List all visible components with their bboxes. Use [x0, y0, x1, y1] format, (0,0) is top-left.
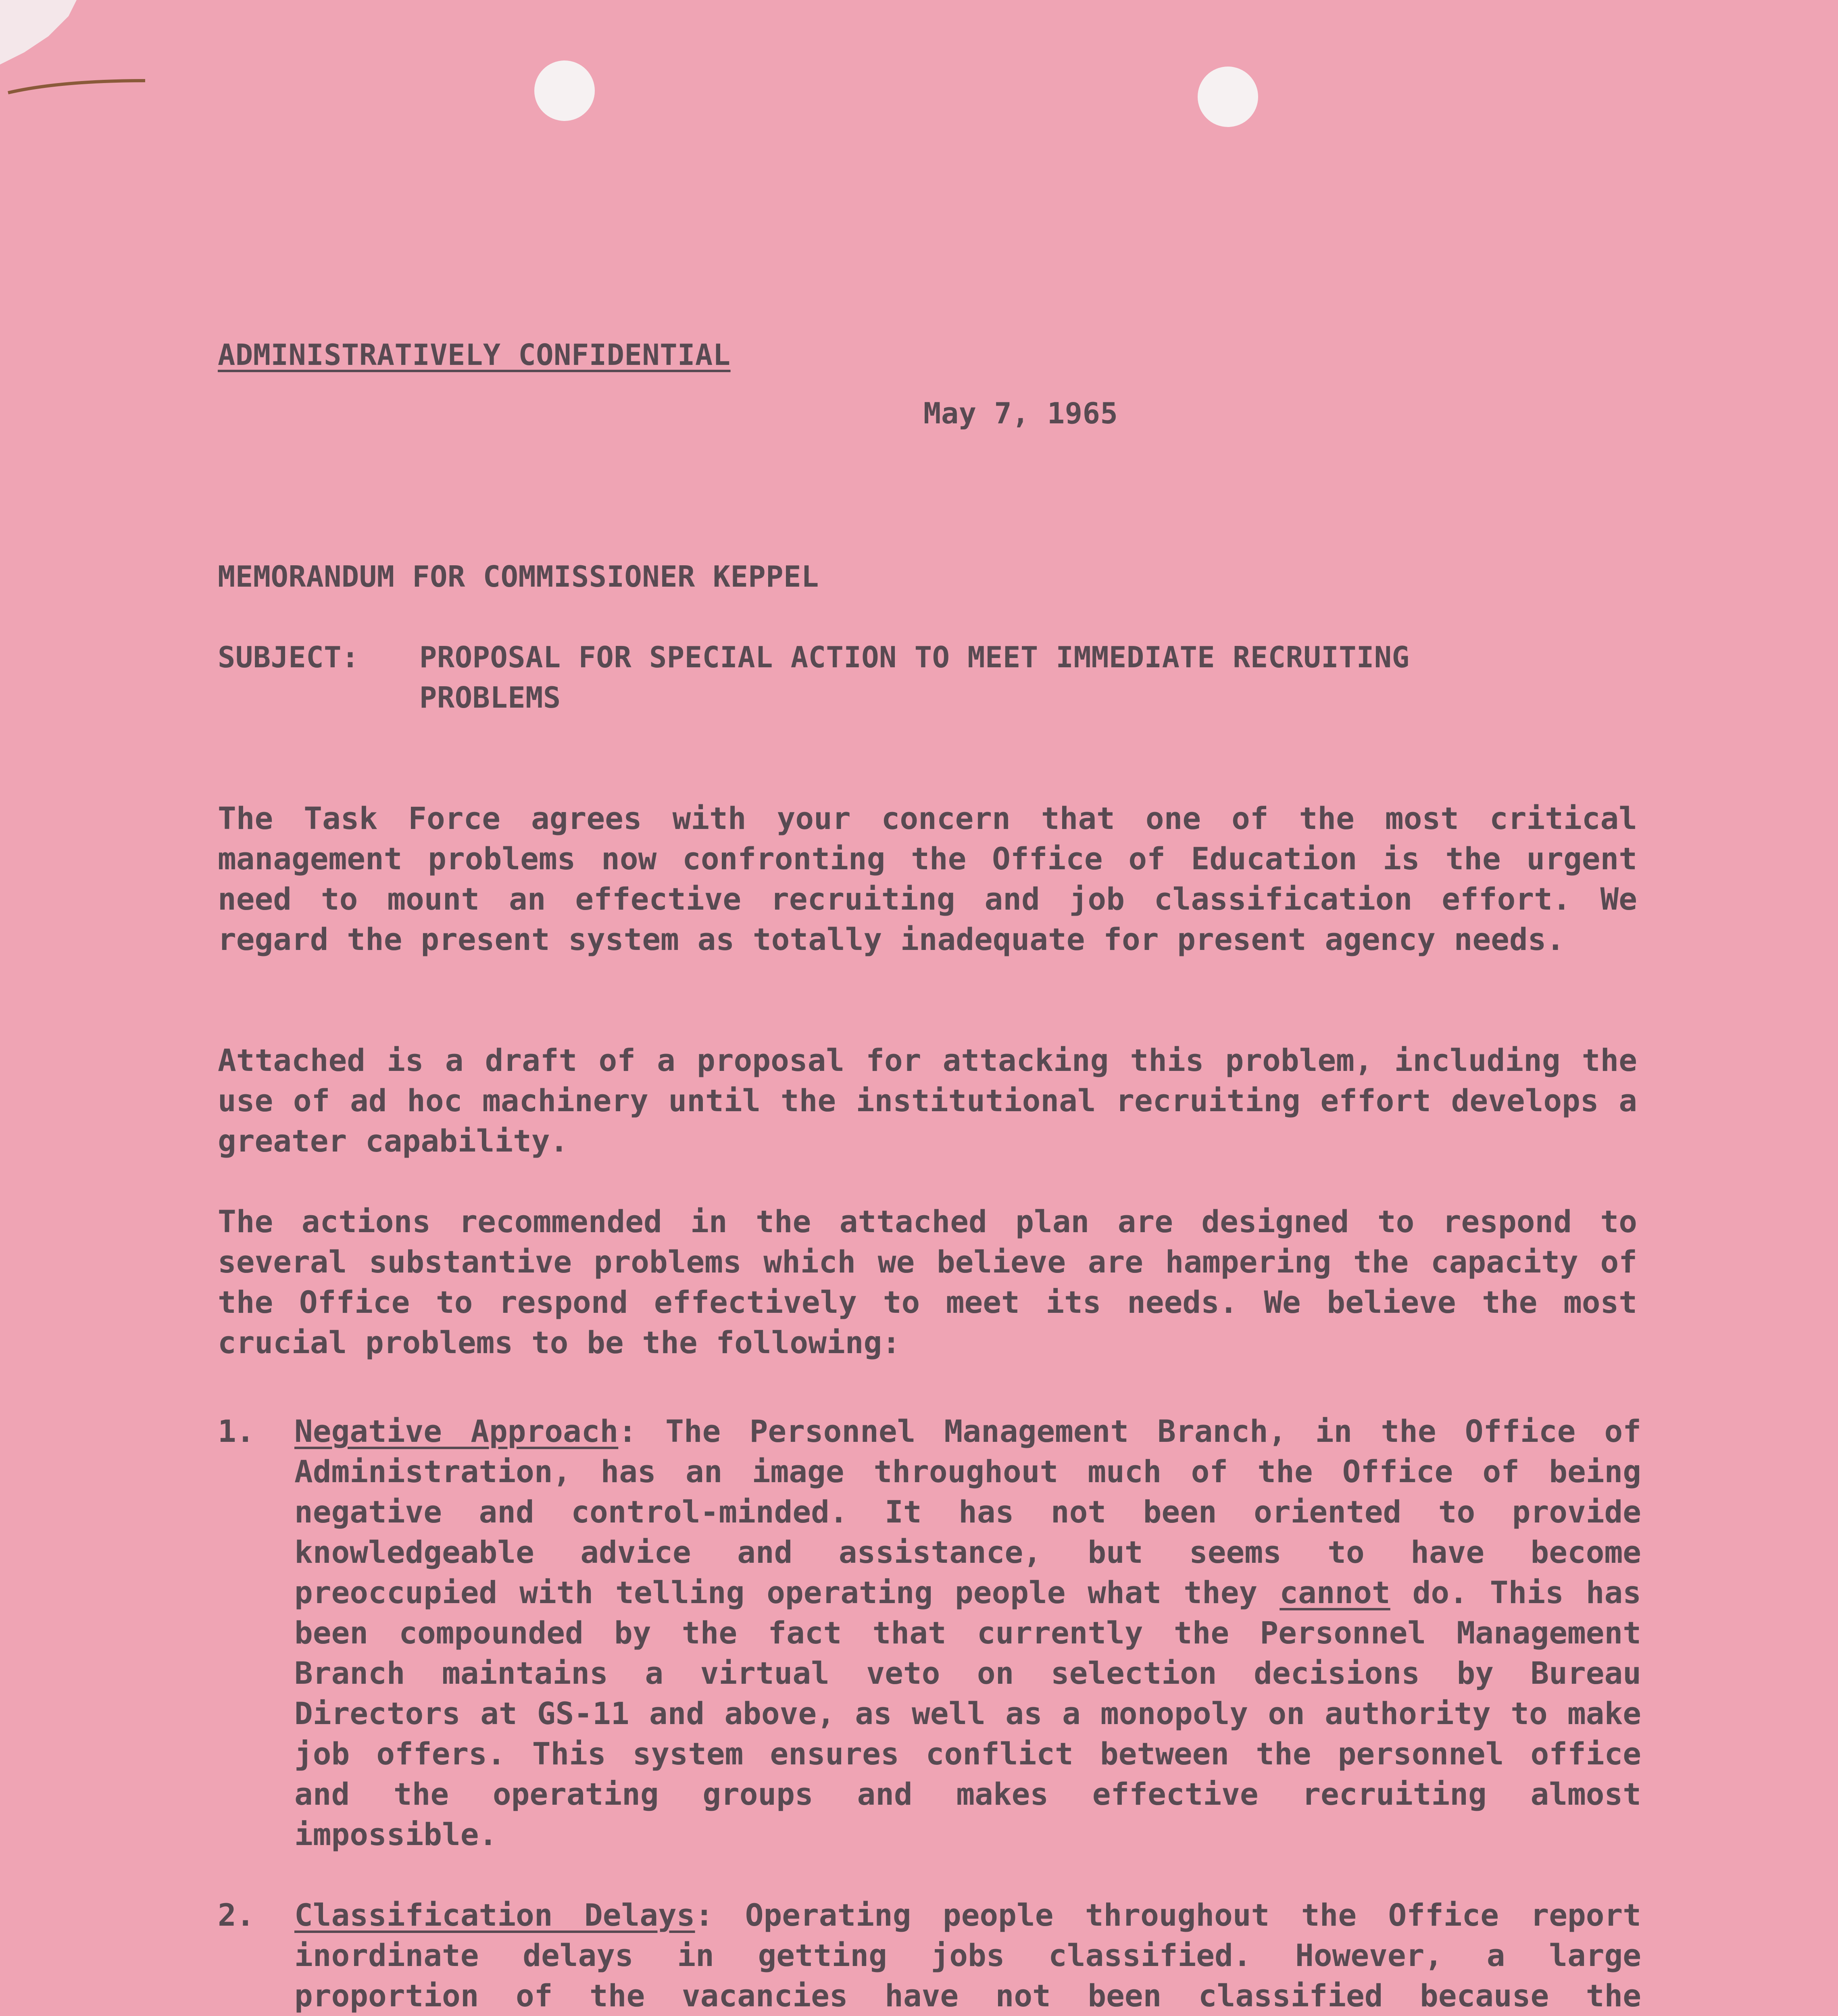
- list-item-number: 1.: [218, 1413, 255, 1449]
- punch-hole-left: [534, 60, 595, 121]
- memo-addressee: MEMORANDUM FOR COMMISSIONER KEPPEL: [218, 560, 819, 594]
- list-item-text: The Personnel Management Branch, in the Office of Administration, has an image throughout much of the Office of being negative and control-minded. It has not been oriented to provide knowledgeable advice and assistance, but seems to have become preoccupied with telling operating people what they: [294, 1413, 1641, 1610]
- list-item-body: Negative Approach: The Personnel Management Branch, in the Office of Administration, has an image throughout much of the Office of being negative and control-minded. It has not been oriented to provide knowledgeable advice and assistance, but seems to have become preoccupied with telling operating people what they cannot do. This has been compounded by the fact that currently the Personnel Management Branch maintains a virtual veto on selection decisions by Bureau Directors at GS-11 and above, as well as a monopoly on authority to make job offers. This system ensures conflict between the personnel office and the operating groups and makes effective recruiting almost impossible.: [294, 1413, 1641, 1852]
- memo-date: May 7, 1965: [923, 396, 1118, 430]
- list-item-text: Operating people throughout the Office report inordinate delays in getting jobs classified. However, a large proportion of the vacancies have not been classified because the: [294, 1897, 1641, 2014]
- list-item-number: 2.: [218, 1897, 255, 1933]
- list-item-heading: Negative Approach: [294, 1413, 619, 1449]
- subject-line-1: PROPOSAL FOR SPECIAL ACTION TO MEET IMMEDIATE RECRUITING: [419, 640, 1410, 674]
- punch-hole-right: [1198, 67, 1258, 127]
- list-item-text-continued: do. This has been compounded by the fact that currently the Personnel Management Branch maintains a virtual veto on selection decisions by Bureau Directors at GS-11 and above, as well as a monopoly on authority to make job offers. This system ensures conflict between the personnel office and the operating groups and makes effective recruiting almost impossible.: [294, 1574, 1641, 1852]
- subject-label: SUBJECT:: [218, 640, 359, 674]
- emphasis-word: cannot: [1280, 1574, 1390, 1610]
- list-item-body: Classification Delays: Operating people throughout the Office report inordinate delays in getting jobs classified. However, a large proportion of the vacancies have not been classified because the: [294, 1895, 1641, 2016]
- body-paragraph-3: The actions recommended in the attached plan are designed to respond to several substantive problems which we believe are hampering the capacity of the Office to respond effectively to meet its needs. We believe the most crucial problems to be the following:: [218, 1204, 1637, 1360]
- classification-heading: ADMINISTRATIVELY CONFIDENTIAL: [218, 338, 731, 372]
- corner-tape-mark: [0, 0, 145, 105]
- body-paragraph-1: The Task Force agrees with your concern that one of the most critical management problems now confronting the Office of Education is the urgent need to mount an effective recruiting and job classification effort. We regard the present system as totally inadequate for present agency needs.: [218, 800, 1637, 957]
- body-paragraph-2: Attached is a draft of a proposal for attacking this problem, including the use of ad hoc machinery until the institutional recruiting effort develops a greater capability.: [218, 1042, 1637, 1159]
- list-item-heading: Classification Delays: [294, 1897, 695, 1933]
- subject-line-2: PROBLEMS: [419, 681, 561, 714]
